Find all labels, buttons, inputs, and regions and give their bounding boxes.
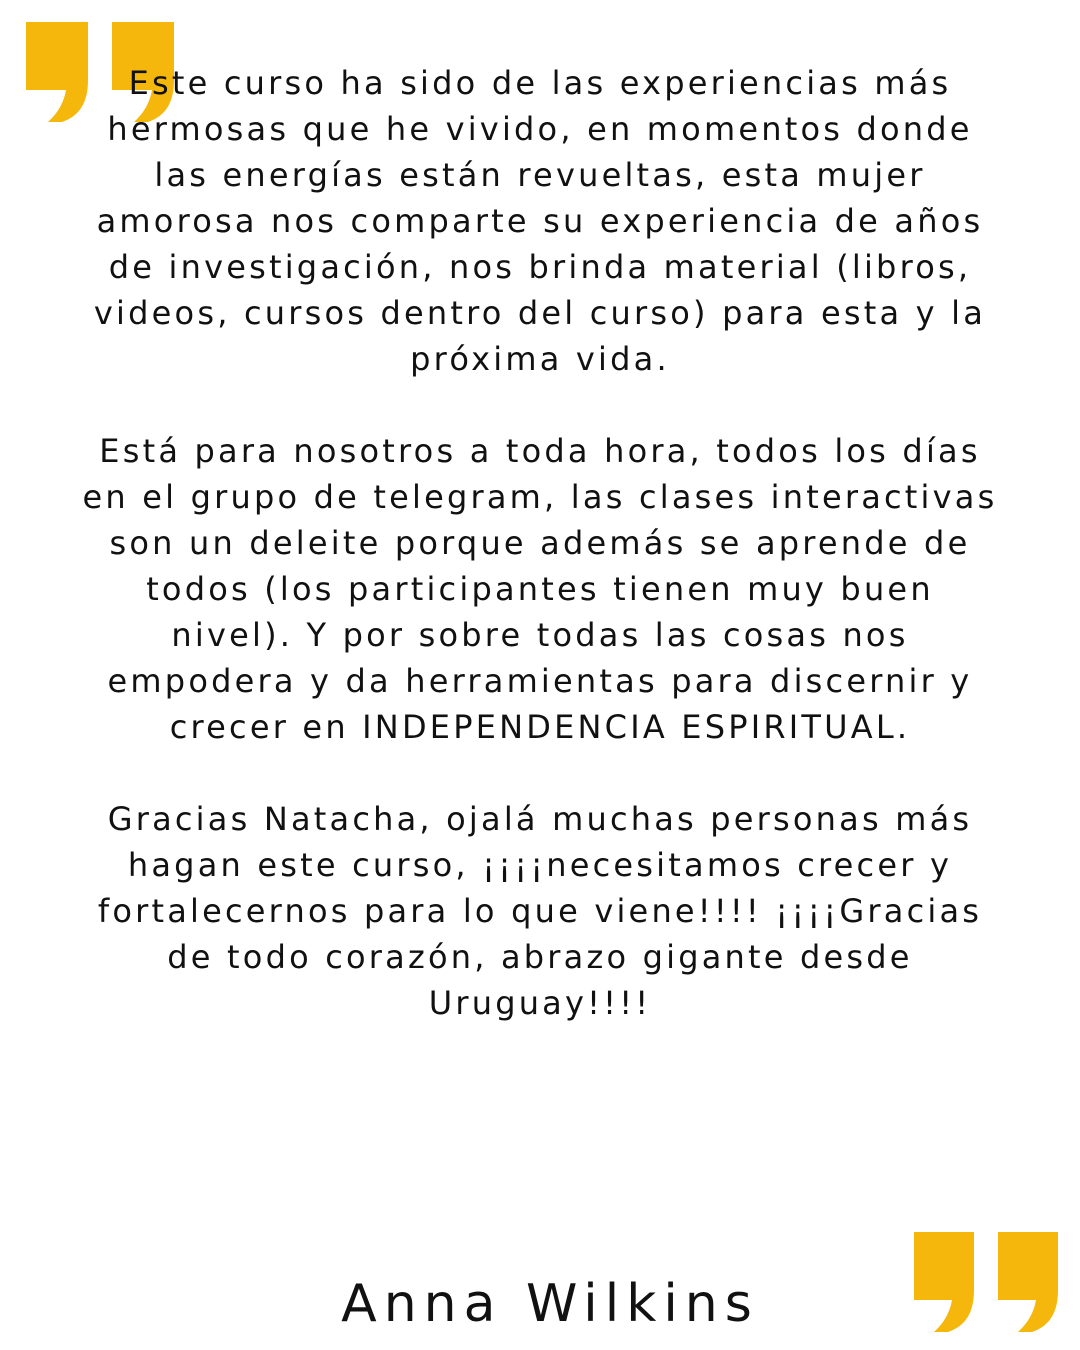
testimonial-paragraph-1: Este curso ha sido de las experiencias más hermosas que he vivido, en momentos donde las energías están revueltas, esta mujer amorosa nos comparte su experiencia de años de investigación, nos brinda material (libros, videos, cursos dentro del curso) para esta y la próxima vida.	[93, 64, 987, 378]
closing-quote-icon	[910, 1228, 1062, 1334]
author-name: Anna Wilkins	[341, 1274, 759, 1334]
testimonial-text	[80, 60, 1000, 1026]
testimonial-paragraph-3: Gracias Natacha, ojalá muchas personas más hagan este curso, ¡¡¡¡necesitamos crecer y fortalecernos para lo que viene!!!! ¡¡¡¡Gracias de todo corazón, abrazo gigante desde Uruguay!!!!	[97, 800, 983, 1022]
testimonial-paragraph-2: Está para nosotros a toda hora, todos los días en el grupo de telegram, las clases interactivas son un deleite porque además se aprende de todos (los participantes tienen muy buen nivel). Y por sobre todas las cosas nos empodera y da herramientas para discernir y crecer en INDEPENDENCIA ESPIRITUAL.	[82, 432, 998, 746]
